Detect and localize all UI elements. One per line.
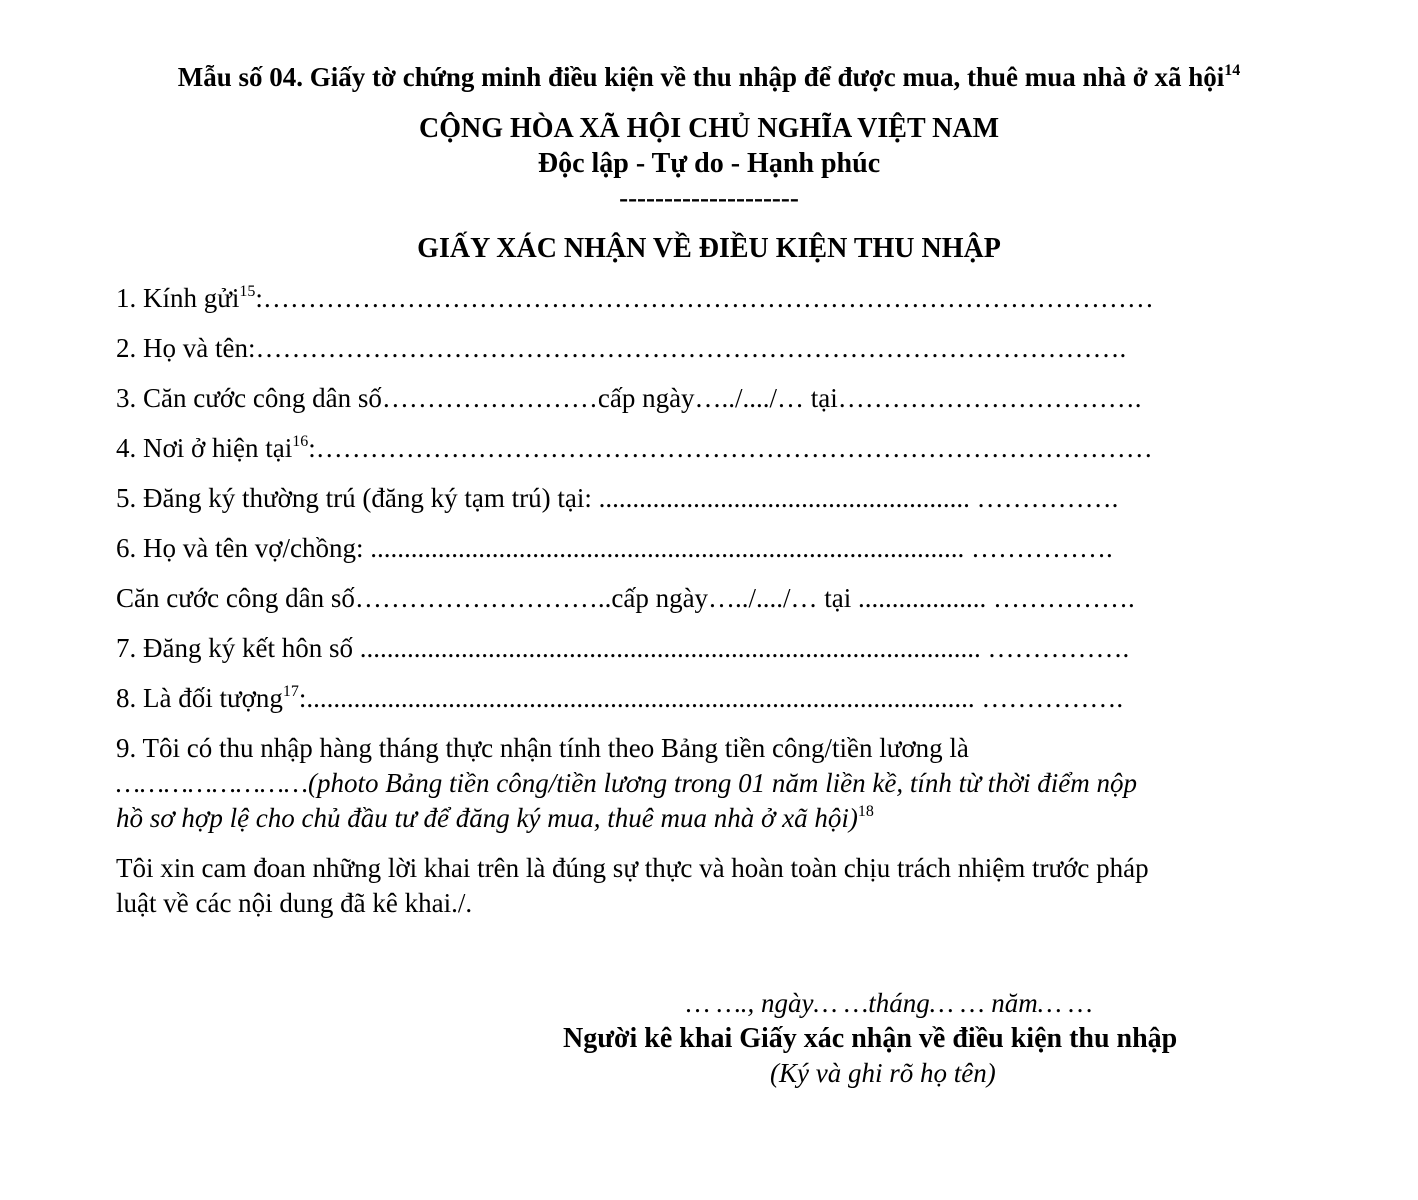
declaration-line-1: Tôi xin cam đoan những lời khai trên là đúng sự thực và hoàn toàn chịu trách nhiệm trước pháp [116,853,1149,883]
field-full-name: 2. Họ và tên:……………………………………………………………………………………. [116,333,1127,363]
field-marriage-registration: 7. Đăng ký kết hôn số ............................................................................................ ……………. [116,633,1130,663]
field-beneficiary-type-label: 8. Là đối tượng [116,683,283,713]
footnote-18: 18 [857,803,874,820]
field-income-note: hồ sơ hợp lệ cho chủ đầu tư để đăng ký mua, thuê mua nhà ở xã hội) [116,803,858,833]
field-income-line1: 9. Tôi có thu nhập hàng tháng thực nhận tính theo Bảng tiền công/tiền lương là [116,733,969,763]
field-current-address [116,435,1153,462]
field-recipient-label: 1. Kính gửi [116,283,240,313]
signature-date-line: … …., ngày… …tháng… … năm… … [686,988,1093,1018]
field-current-address-blank: :………………………………………………………………………………… [308,433,1153,463]
field-recipient-blank: :……………………………………………………………………………………… [255,283,1154,313]
field-current-address-label: 4. Nơi ở hiện tại [116,433,293,463]
national-title: CỘNG HÒA XÃ HỘI CHỦ NGHĨA VIỆT NAM [418,113,1000,144]
signer-title: Người kê khai Giấy xác nhận về điều kiện thu nhập [563,1023,1178,1054]
footnote-15: 15 [239,283,256,300]
document-title: GIẤY XÁC NHẬN VỀ ĐIỀU KIỆN THU NHẬP [417,233,1001,264]
divider: -------------------- [619,183,799,213]
form-title [0,64,1418,91]
field-citizen-id: 3. Căn cước công dân số……………………cấp ngày…../..../… tại……………………………. [116,383,1142,413]
declaration-line-2: luật về các nội dung đã kê khai./. [116,888,473,918]
footnote-14: 14 [1224,62,1241,79]
field-beneficiary-type-blank: :................................................................................................... ……………. [298,683,1124,713]
footnote-16: 16 [292,433,309,450]
field-spouse-citizen-id: Căn cước công dân số………………………..cấp ngày…../..../… tại ................... ……………. [116,583,1135,613]
form-title-text: Mẫu số 04. Giấy tờ chứng minh điều kiện về thu nhập để được mua, thuê mua nhà ở xã hội [177,62,1225,92]
field-income-line3 [116,805,874,832]
signature-note: (Ký và ghi rõ họ tên) [770,1058,996,1088]
motto: Độc lập - Tự do - Hạnh phúc [537,148,881,179]
field-residence-registration: 5. Đăng ký thường trú (đăng ký tạm trú) tại: ....................................................... ……………. [116,483,1119,513]
field-beneficiary-type [116,685,1123,712]
field-income-line2: ……………………(photo Bảng tiền công/tiền lương trong 01 năm liền kề, tính từ thời điểm nộp [116,768,1137,798]
field-recipient [116,285,1154,312]
footnote-17: 17 [282,683,299,700]
field-spouse-name: 6. Họ và tên vợ/chồng: ........................................................................................ ……………. [116,533,1113,563]
